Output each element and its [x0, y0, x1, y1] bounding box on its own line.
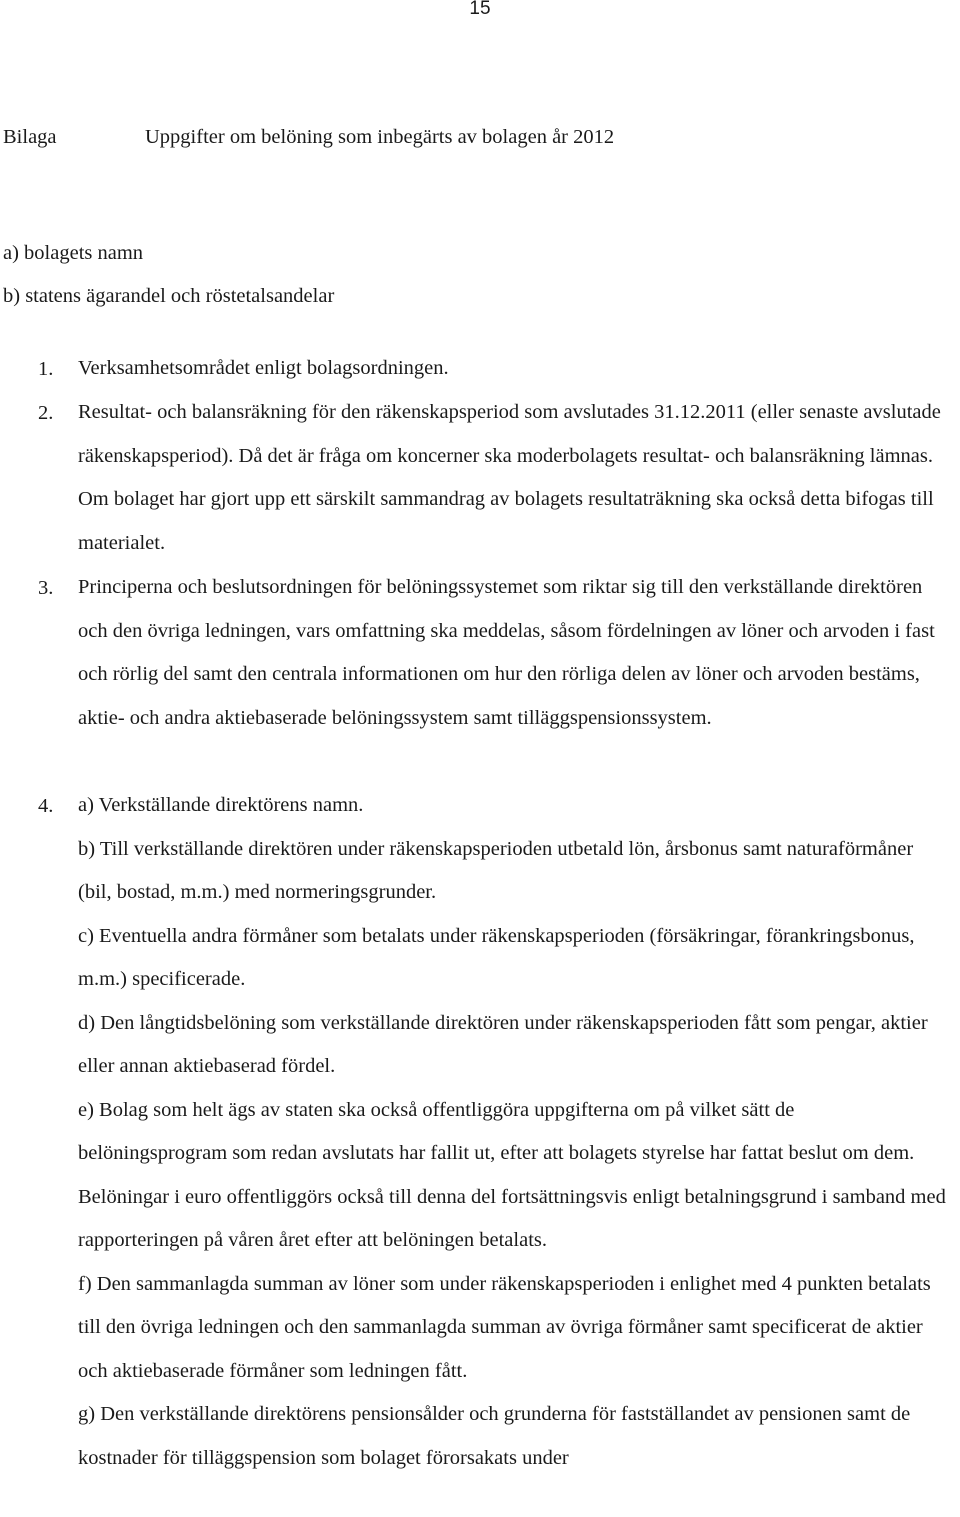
item-2-text: Resultat- och balansräkning för den räkenskapsperiod som avslutades 31.12.2011 (eller senaste avslutade räkenskapsperiod). Då det är fråga om koncerner ska moderbolagets resultat- och balansräkning lämnas. Om bolaget har gjort upp ett särskilt sammandrag av bolagets resultaträkning ska också detta bifogas till materialet. [78, 401, 941, 554]
item-4-a: a) Verkställande direktörens namn. [78, 794, 364, 816]
item-3-text: Principerna och beslutsordningen för belöningssystemet som riktar sig till den verkställande direktören och den övriga ledningen, vars omfattning ska meddelas, såsom fördelningen av löner och arvoden i fast och rörlig del samt den centrala informationen om hur den rörliga delen av löner och arvoden bestäms, aktie- och andra aktiebaserade belöningssystem samt tilläggspensionssystem. [78, 576, 935, 729]
appendix-heading [3, 126, 614, 149]
appendix-label: Bilaga [3, 126, 57, 148]
item-4-g: g) Den verkställande direktörens pensionsålder och grunderna för fastställandet av pensionen samt de kostnader för tilläggspension som bolaget förorsakats under [78, 1403, 911, 1469]
item-4-c: c) Eventuella andra förmåner som betalats under räkenskapsperioden (försäkringar, förankringsbonus, m.m.) specificerade. [78, 924, 915, 990]
appendix-title: Uppgifter om belöning som inbegärts av bolagen år 2012 [145, 126, 615, 148]
item-4-b: b) Till verkställande direktören under räkenskapsperioden utbetald lön, årsbonus samt naturaförmåner (bil, bostad, m.m.) med normeringsgrunder. [78, 837, 914, 903]
item-1-number: 1. [38, 358, 54, 380]
item-4-number: 4. [38, 795, 54, 817]
item-4-body [78, 784, 948, 1480]
item-3-number: 3. [38, 577, 54, 599]
item-1-text: Verksamhetsområdet enligt bolagsordningen. [78, 357, 449, 379]
item-4-d: d) Den långtidsbelöning som verkställande direktören under räkenskapsperioden fått som pengar, aktier eller annan aktiebaserad fördel. [78, 1011, 928, 1077]
item-4-e: e) Bolag som helt ägs av staten ska också offentliggöra uppgifterna om på vilket sätt de belöningsprogram som redan avslutats har fallit ut, efter att bolagets styrelse har fattat beslut om dem. Belöningar i euro offentliggörs också till denna del fortsättningsvis enligt betalningsgrund i samband med rapporteringen på våren året efter att belöningen betalats. [78, 1098, 946, 1251]
intro-item-a: a) bolagets namn [3, 242, 144, 264]
item-4-f: f) Den sammanlagda summan av löner som under räkenskapsperioden i enlighet med 4 punkten betalats till den övriga ledningen och den sammanlagda summan av övriga förmåner samt specificerat de aktier och aktiebaserade förmåner som ledningen fått. [78, 1272, 931, 1382]
intro-item-b: b) statens ägarandel och röstetalsandelar [3, 285, 335, 307]
item-2-number: 2. [38, 402, 54, 424]
page-number: 15 [469, 0, 491, 19]
